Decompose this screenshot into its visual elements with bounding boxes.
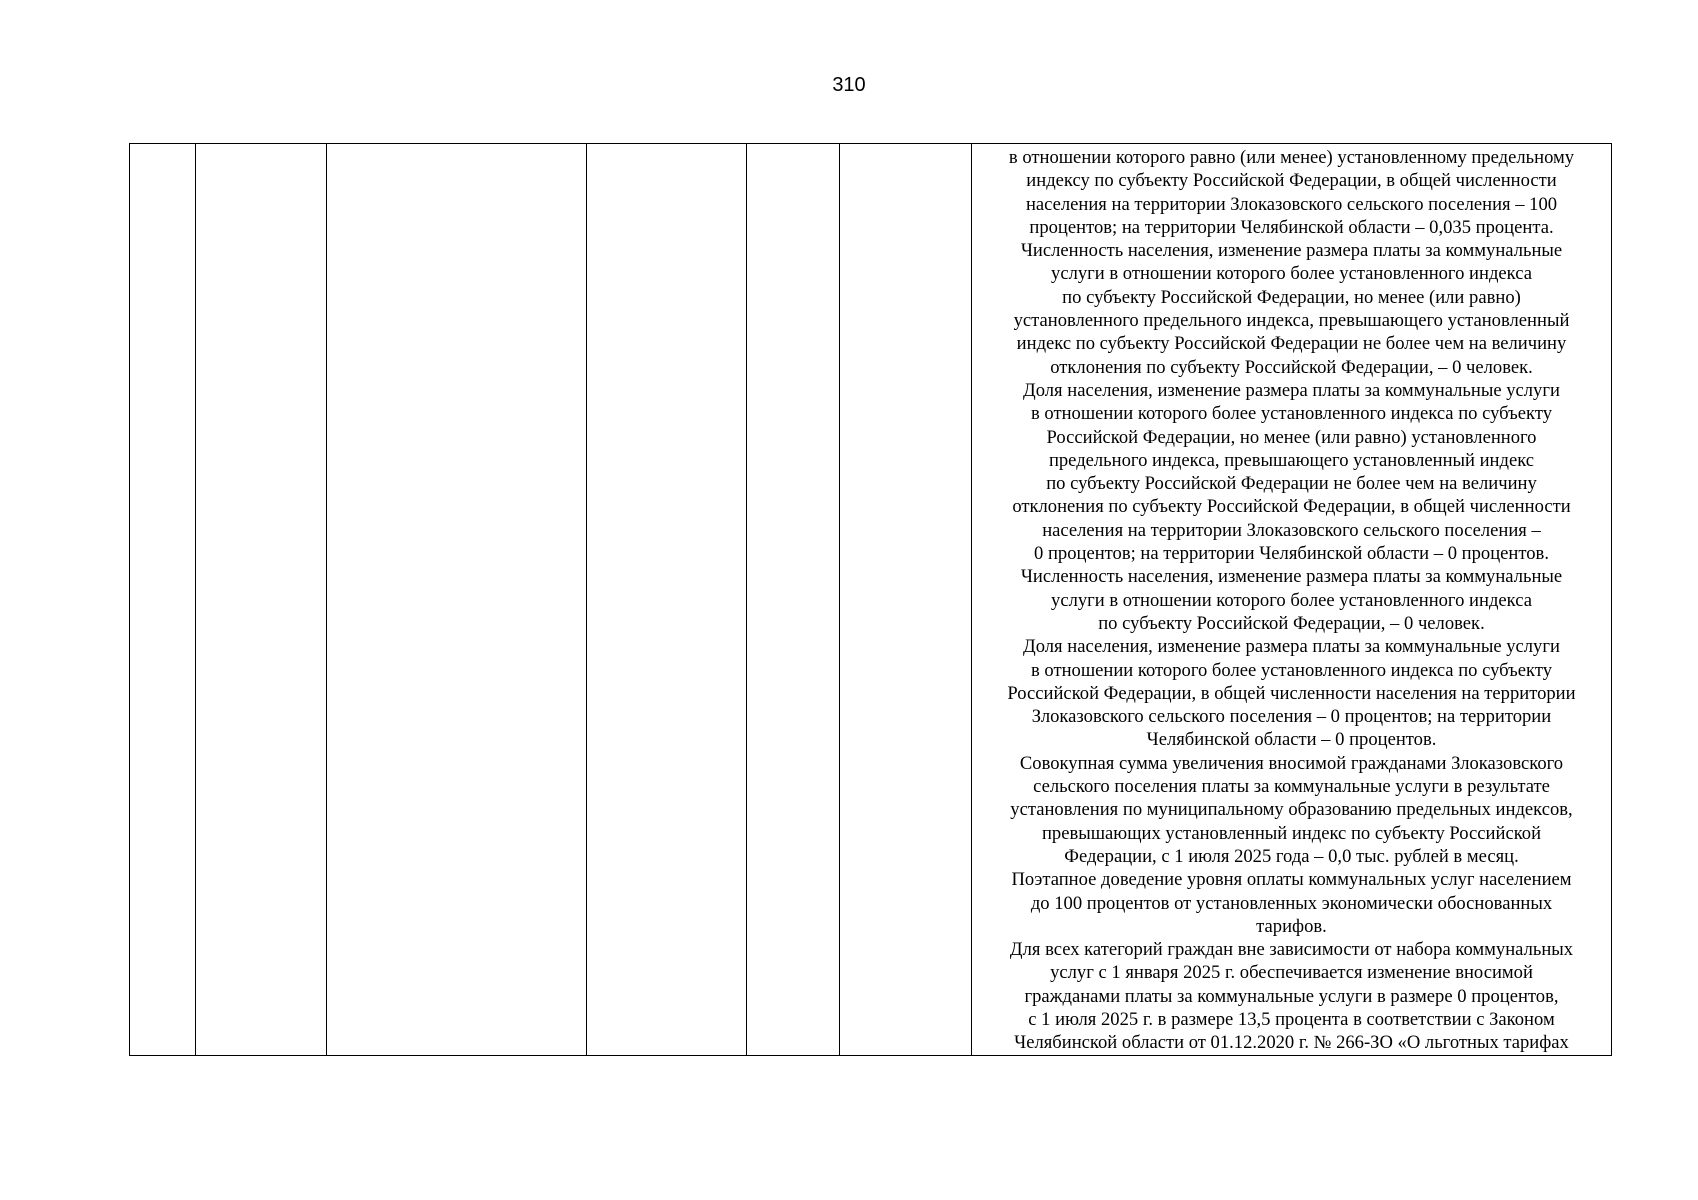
paragraph-gradual-payment: Поэтапное доведение уровня оплаты коммунальных услуг населением до 100 процентов от установленных экономически обоснованных тарифов.	[1011, 869, 1572, 937]
table-cell-col-4	[587, 144, 747, 1056]
paragraph-share-above-region-index: Доля населения, изменение размера платы за коммунальные услуги в отношении которого более установленного индекса по субъекту Российской Федерации, в общей численности населения на территории Злоказовского сельского поселения – 0 процентов; на территории Челябинской области – 0 процентов.	[1007, 636, 1576, 751]
paragraph-total-increase-sum: Совокупная сумма увеличения вносимой гражданами Злоказовского сельского поселения платы за коммунальные услуги в результате установления по муниципальному образованию предельных индексов, превышающих установленный индекс по субъекту Российской Федерации, с 1 июля 2025 года – 0,0 тыс. рублей в месяц.	[1010, 752, 1573, 867]
paragraph-share-equal-index: в отношении которого равно (или менее) установленному предельному индексу по субъекту Российской Федерации, в общей численности населения на территории Злоказовского сельского поселения – 100 процентов; на территории Челябинской области – 0,035 процента.	[1008, 147, 1575, 238]
table-cell-col-3	[327, 144, 587, 1056]
paragraph-share-above-index: Доля населения, изменение размера платы за коммунальные услуги в отношении которого более установленного индекса по субъекту Российской Федерации, но менее (или равно) установленного предельного индекса, превышающего установленный индекс по субъекту Российской Федерации не более чем на величину отклонения по субъекту Российской Федерации, в общей численности населения на территории Злоказовского сельского поселения – 0 процентов; на территории Челябинской области – 0 процентов.	[1012, 379, 1571, 565]
paragraph-all-categories: Для всех категорий граждан вне зависимости от набора коммунальных услуг с 1 января 2025 г. обеспечивается изменение вносимой гражданами платы за коммунальные услуги в размере 0 процентов, с 1 июля 2025 г. в размере 13,5 процента в соответствии с Законом Челябинской области от 01.12.2020 г. № 266-ЗО «О льготных тарифах	[1009, 939, 1574, 1054]
paragraph-population-above-index: Численность населения, изменение размера платы за коммунальные услуги в отношении которого более установленного индекса по субъекту Российской Федерации, но менее (или равно) установленного предельного индекса, превышающего установленный индекс по субъекту Российской Федерации не более чем на величину отклонения по субъекту Российской Федерации, – 0 человек.	[1013, 240, 1570, 378]
page-number: 310	[832, 74, 866, 96]
paragraph-population-above-region-index: Численность населения, изменение размера платы за коммунальные услуги в отношении которого более установленного индекса по субъекту Российской Федерации, – 0 человек.	[1020, 566, 1563, 634]
table-cell-col-1	[130, 144, 196, 1056]
table-cell-col-2	[196, 144, 327, 1056]
table-cell-col-6	[840, 144, 972, 1056]
table-row	[130, 144, 1612, 1056]
document-table	[129, 143, 1612, 1056]
table-cell-col-5	[747, 144, 840, 1056]
table-cell-description	[972, 144, 1612, 1056]
